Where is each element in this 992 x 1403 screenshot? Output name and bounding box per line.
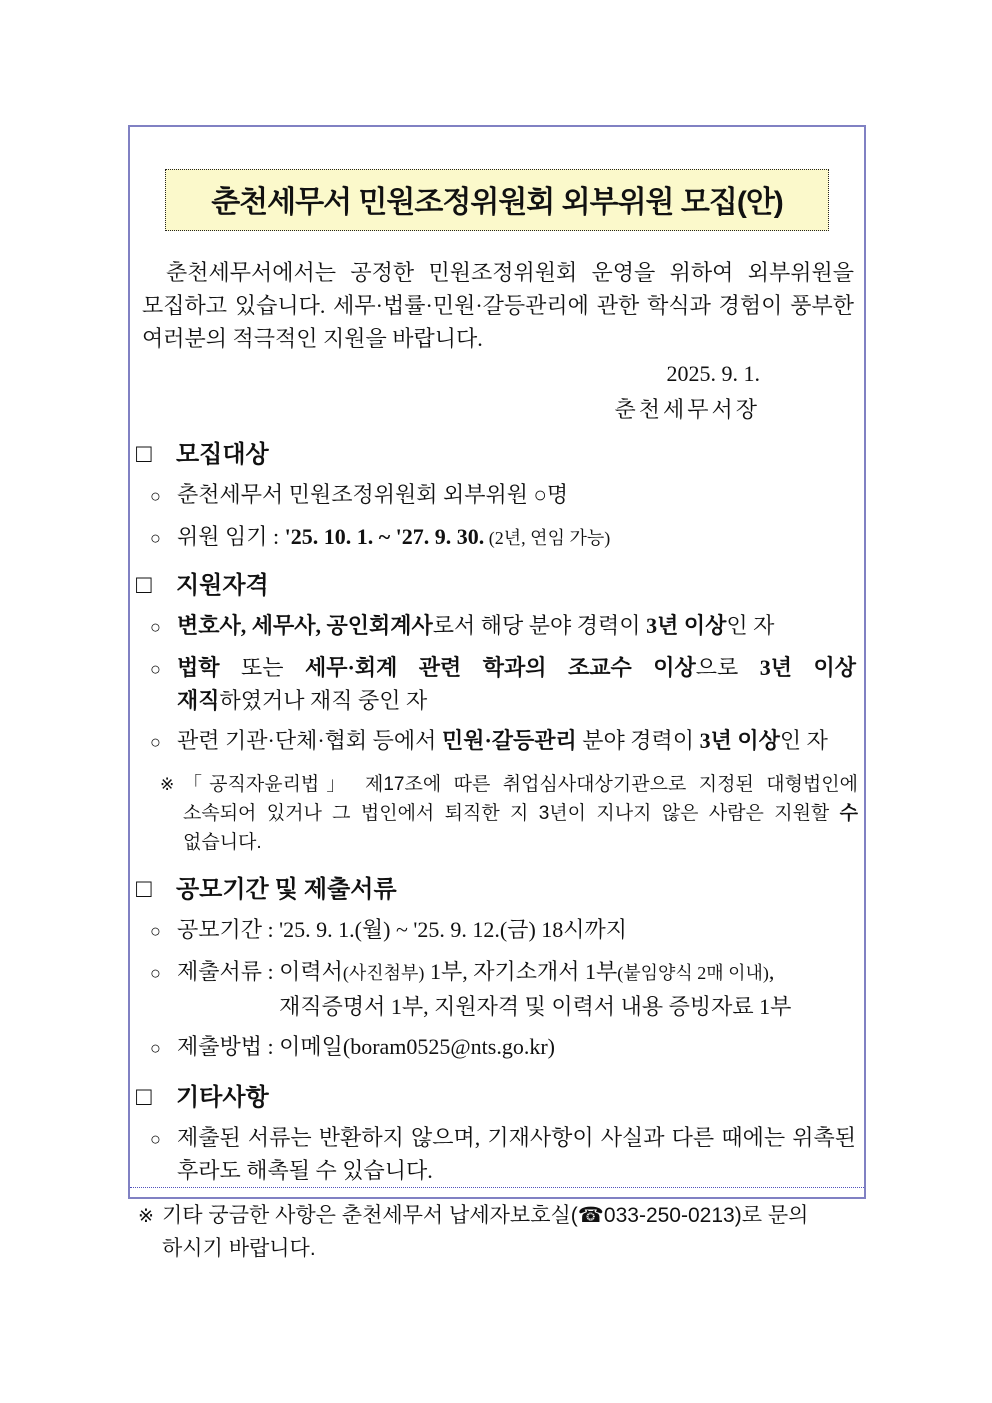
list-item (150, 913, 856, 948)
list-item-text: 관련 기관·단체·협회 등에서 민원·갈등관리 분야 경력이 3년 이상인 자 (177, 728, 828, 753)
contact-footer (130, 1187, 864, 1275)
list-item-text: '25. 9. 1.(월) ~ '25. 9. 12.(금) 18시까지 (279, 917, 628, 942)
circle-bullet-icon: ○ (150, 659, 161, 679)
list-item-text: 이메일(boram0525@nts.go.kr) (279, 1034, 555, 1059)
list-item-text: 변호사, 세무사, 공인회계사로서 해당 분야 경력이 3년 이상인 자 (177, 613, 775, 638)
contact-text: 기타 궁금한 사항은 춘천세무서 납세자보호실(☎033-250-0213)로 문의 하시기 바랍니다. (162, 1204, 809, 1260)
list-item-text: 법학 또는 세무·회계 관련 학과의 조교수 이상으로 3년 이상 재직하였거나 재직 중인 자 (177, 655, 856, 713)
section-heading-label: 기타사항 (176, 1085, 269, 1111)
legal-restriction-note (160, 770, 858, 857)
list-item (150, 724, 856, 759)
section-misc (130, 1065, 864, 1187)
intro-paragraph: 춘천세무서에서는 공정한 민원조정위원회 운영을 위하여 외부위원을 모집하고 있습니다. 세무·법률·민원·갈등관리에 관한 학식과 경험이 풍부한 여러분의 적극적인 지원을 바랍니다. (142, 260, 854, 351)
list-item-text: 제출된 서류는 반환하지 않으며, 기재사항이 사실과 다른 때에는 위촉된 후라도 해촉될 수 있습니다. (177, 1125, 856, 1183)
list-item (150, 651, 856, 717)
list-item (150, 1030, 856, 1065)
list-item-text: 춘천세무서 민원조정위원회 외부위원 ○명 (177, 482, 569, 507)
list-item-text: 이력서(사진첨부) 1부, 자기소개서 1부(붙임양식 2매 이내), 재직증명서 1부, 지원자격 및 이력서 내용 증빙자료 1부 (279, 959, 792, 1019)
circle-bullet-icon: ○ (150, 732, 161, 752)
circle-bullet-icon: ○ (150, 921, 161, 941)
note-text: 「공직자윤리법」 제17조에 따른 취업심사대상기관으로 지정된 대형법인에 소속되어 있거나 그 법인에서 퇴직한 지 3년이 지나지 않은 사람은 지원할 수 없습니다. (183, 774, 858, 853)
square-bullet-icon: □ (136, 874, 152, 903)
circle-bullet-icon: ○ (150, 486, 161, 506)
notice-signer: 춘천세무서장 (614, 397, 760, 422)
section-qualifications (130, 555, 864, 857)
list-item (150, 1121, 856, 1187)
list-item (150, 520, 856, 555)
section-heading-label: 모집대상 (176, 442, 269, 468)
circle-bullet-icon: ○ (150, 617, 161, 637)
section-heading (136, 569, 856, 602)
list-item (150, 478, 856, 513)
square-bullet-icon: □ (136, 1082, 152, 1111)
section-heading-label: 지원자격 (176, 573, 269, 599)
list-item (150, 609, 856, 644)
list-item (150, 955, 856, 1023)
section-heading (136, 438, 856, 471)
notice-date: 2025. 9. 1. (666, 361, 760, 386)
reference-mark-icon: ※ (160, 775, 175, 794)
list-item-text: 위원 임기 : '25. 10. 1. ~ '27. 9. 30. (2년, 연임 가능) (177, 524, 611, 549)
item-label: 공모기간 : (177, 917, 280, 942)
document-title: 춘천세무서 민원조정위원회 외부위원 모집(안) (211, 186, 783, 219)
circle-bullet-icon: ○ (150, 528, 161, 548)
circle-bullet-icon: ○ (150, 1038, 161, 1058)
section-heading (136, 873, 856, 906)
section-recruit-target (130, 428, 864, 555)
date-signer-block (130, 356, 864, 428)
circle-bullet-icon: ○ (150, 963, 161, 983)
section-heading-label: 공모기간 및 제출서류 (176, 877, 397, 903)
section-period-documents (130, 857, 864, 1065)
item-label: 제출방법 : (177, 1034, 280, 1059)
section-heading (136, 1081, 856, 1114)
document-title-banner (165, 169, 829, 231)
circle-bullet-icon: ○ (150, 1129, 161, 1149)
square-bullet-icon: □ (136, 570, 152, 599)
square-bullet-icon: □ (136, 439, 152, 468)
reference-mark-icon: ※ (138, 1206, 154, 1227)
item-label: 제출서류 : (177, 959, 280, 984)
notice-document-frame (128, 125, 866, 1260)
